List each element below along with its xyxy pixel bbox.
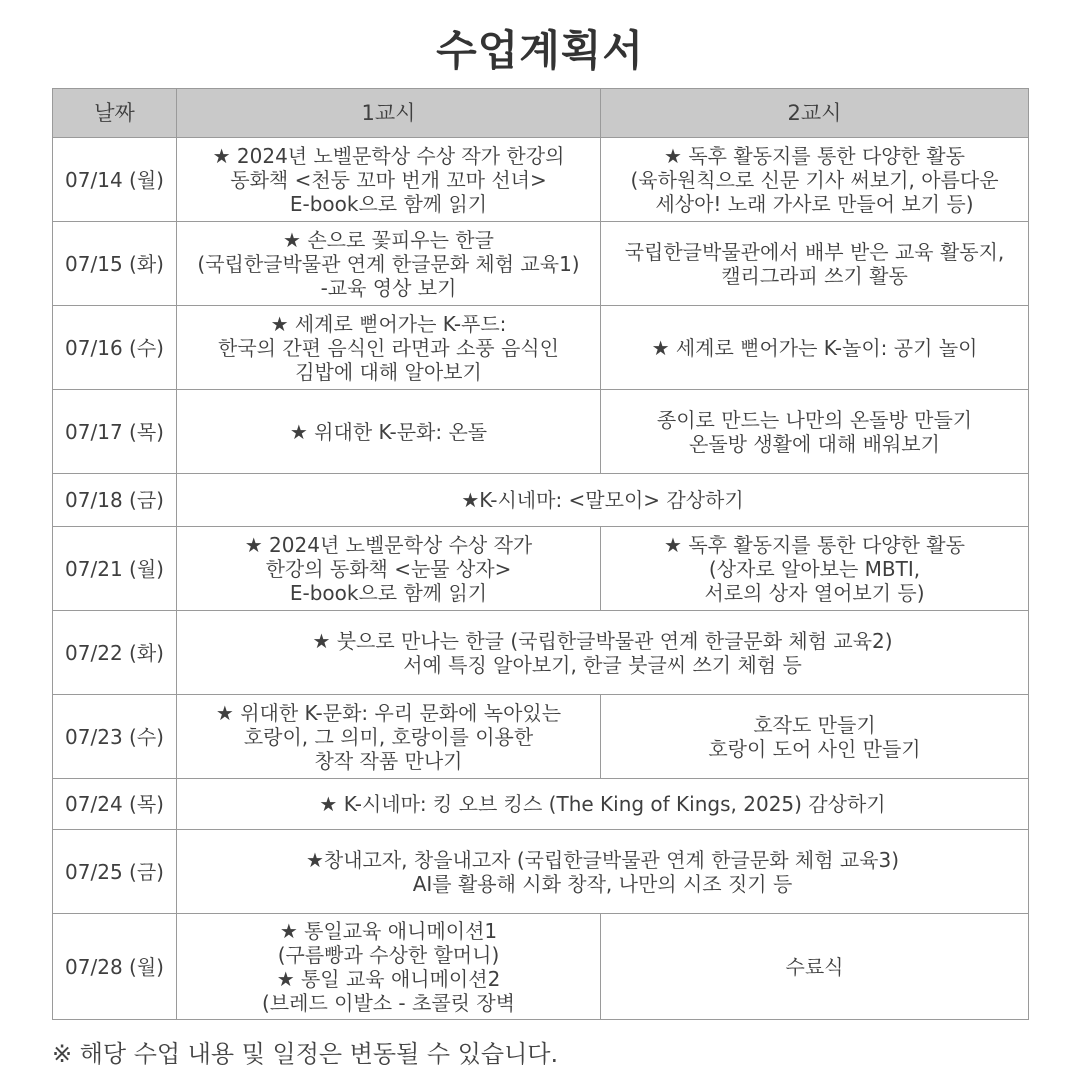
table-row: [53, 695, 1029, 779]
date-cell: 07/28 (월): [53, 914, 177, 1020]
period1-cell: [177, 914, 601, 1020]
date-cell: 07/24 (목): [53, 779, 177, 830]
schedule-table: [52, 88, 1029, 1020]
cell-text-line: ★ 위대한 K-문화: 우리 문화에 녹아있는: [215, 700, 562, 725]
page-title: 수업계획서: [436, 26, 644, 75]
cell-text-line: 한국의 간편 음식인 라면과 소풍 음식인: [218, 335, 559, 360]
period1-cell: [177, 527, 601, 611]
cell-text-line: 호작도 만들기: [753, 712, 876, 737]
date-cell: 07/14 (월): [53, 138, 177, 222]
cell-text-line: (브레드 이발소 - 초콜릿 장벽: [262, 990, 515, 1015]
cell-text-line: (국립한글박물관 연계 한글문화 체험 교육1): [197, 251, 580, 276]
cell-text-line: ★K-시네마: <말모이> 감상하기: [461, 488, 744, 512]
combined-period-cell: [177, 611, 1029, 695]
cell-text-line: 호랑이 도어 사인 만들기: [708, 736, 921, 761]
cell-text-line: ★ 세계로 뻗어가는 K-놀이: 공기 놀이: [651, 335, 978, 360]
cell-text-line: E-book으로 함께 읽기: [289, 580, 488, 605]
table-row: [53, 914, 1029, 1020]
table-row: [53, 779, 1029, 830]
table-body: [53, 138, 1029, 1020]
cell-text-line: ★ 손으로 꽃피우는 한글: [283, 227, 494, 252]
cell-text-line: 김밥에 대해 알아보기: [295, 359, 482, 384]
cell-text-line: 캘리그라피 쓰기 활동: [721, 263, 908, 288]
cell-text-line: ★ 독후 활동지를 통한 다양한 활동: [664, 143, 965, 168]
table-row: [53, 611, 1029, 695]
header-period1: 1교시: [177, 89, 601, 138]
date-cell: 07/15 (화): [53, 222, 177, 306]
date-cell: 07/16 (수): [53, 306, 177, 390]
cell-text-line: ★ 세계로 뻗어가는 K-푸드:: [270, 311, 507, 336]
cell-text-line: 호랑이, 그 의미, 호랑이를 이용한: [243, 724, 534, 749]
period2-cell: [601, 914, 1029, 1020]
cell-text-line: 온돌방 생활에 대해 배워보기: [689, 431, 940, 456]
table-row: [53, 830, 1029, 914]
period1-cell: [177, 138, 601, 222]
cell-text-line: 국립한글박물관에서 배부 받은 교육 활동지,: [624, 239, 1005, 264]
cell-text-line: ★ 위대한 K-문화: 온돌: [289, 419, 488, 444]
cell-text-line: 종이로 만드는 나만의 온돌방 만들기: [656, 407, 973, 432]
cell-text-line: (구름빵과 수상한 할머니): [277, 942, 500, 967]
table-row: [53, 390, 1029, 474]
table-row: [53, 222, 1029, 306]
combined-period-cell: [177, 779, 1029, 830]
period1-cell: [177, 695, 601, 779]
date-cell: 07/22 (화): [53, 611, 177, 695]
table-row: [53, 527, 1029, 611]
table-header-row: [53, 89, 1029, 138]
cell-text-line: E-book으로 함께 읽기: [289, 191, 488, 216]
cell-text-line: 서예 특징 알아보기, 한글 붓글씨 쓰기 체험 등: [403, 652, 802, 677]
cell-text-line: 세상아! 노래 가사로 만들어 보기 등): [655, 191, 974, 216]
header-date: 날짜: [53, 89, 177, 138]
cell-text-line: ★창내고자, 창을내고자 (국립한글박물관 연계 한글문화 체험 교육3): [305, 847, 900, 872]
cell-text-line: (상자로 알아보는 MBTI,: [708, 556, 921, 581]
combined-period-cell: [177, 474, 1029, 527]
cell-text-line: ★ 통일교육 애니메이션1: [279, 918, 498, 943]
cell-text-line: ★ 독후 활동지를 통한 다양한 활동: [664, 532, 965, 557]
cell-text-line: ★ 통일 교육 애니메이션2: [276, 966, 501, 991]
table-row: [53, 474, 1029, 527]
cell-text-line: ★ K-시네마: 킹 오브 킹스 (The King of Kings, 2025) 감상하기: [319, 792, 886, 816]
cell-text-line: 한강의 동화책 <눈물 상자>: [265, 556, 512, 581]
cell-text-line: -교육 영상 보기: [320, 275, 457, 300]
table-row: [53, 138, 1029, 222]
period1-cell: [177, 306, 601, 390]
period1-cell: [177, 222, 601, 306]
period2-cell: [601, 138, 1029, 222]
period2-cell: [601, 306, 1029, 390]
combined-period-cell: [177, 830, 1029, 914]
schedule-notice: ※ 해당 수업 내용 및 일정은 변동될 수 있습니다.: [52, 1040, 559, 1068]
cell-text-line: 서로의 상자 열어보기 등): [704, 580, 925, 605]
table-row: [53, 306, 1029, 390]
cell-text-line: ★ 2024년 노벨문학상 수상 작가: [244, 532, 533, 557]
cell-text-line: (육하원칙으로 신문 기사 써보기, 아름다운: [630, 167, 999, 192]
cell-text-line: ★ 붓으로 만나는 한글 (국립한글박물관 연계 한글문화 체험 교육2): [312, 628, 893, 653]
period2-cell: [601, 390, 1029, 474]
period2-cell: [601, 527, 1029, 611]
date-cell: 07/18 (금): [53, 474, 177, 527]
date-cell: 07/23 (수): [53, 695, 177, 779]
period2-cell: [601, 222, 1029, 306]
date-cell: 07/25 (금): [53, 830, 177, 914]
date-cell: 07/17 (목): [53, 390, 177, 474]
cell-text-line: 창작 작품 만나기: [314, 748, 463, 773]
cell-text-line: AI를 활용해 시화 창작, 나만의 시조 짓기 등: [412, 871, 793, 896]
date-cell: 07/21 (월): [53, 527, 177, 611]
header-period2: 2교시: [601, 89, 1029, 138]
cell-text-line: ★ 2024년 노벨문학상 수상 작가 한강의: [212, 143, 565, 168]
period1-cell: [177, 390, 601, 474]
cell-text-line: 수료식: [785, 954, 844, 979]
period2-cell: [601, 695, 1029, 779]
cell-text-line: 동화책 <천둥 꼬마 번개 꼬마 선녀>: [230, 167, 547, 192]
